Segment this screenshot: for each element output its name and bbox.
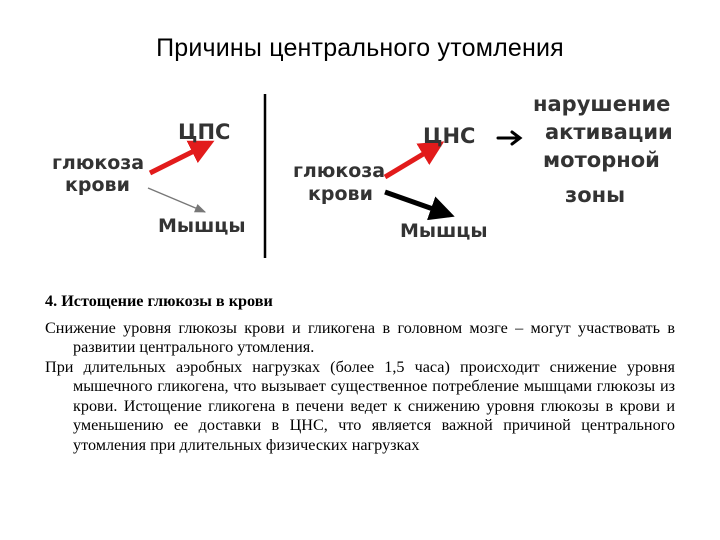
right-black-arrow xyxy=(385,192,450,215)
right-cns-label: ЦНС xyxy=(423,124,476,148)
paragraph-1: Снижение уровня глюкозы крови и гликогена в головном мозге – могут участвовать в развитии центрального утомления. xyxy=(45,318,675,356)
right-muscles-label: Мышцы xyxy=(400,220,488,242)
right-red-arrow xyxy=(385,144,440,177)
effect-line-3: моторной xyxy=(543,148,660,172)
section-heading: 4. Истощение глюкозы в крови xyxy=(45,292,273,310)
left-muscles-label: Мышцы xyxy=(158,215,246,237)
effect-line-4: зоны xyxy=(565,183,626,207)
right-glucose-label-1: глюкоза xyxy=(293,160,386,182)
left-glucose-label-1: глюкоза xyxy=(52,152,145,174)
diagram xyxy=(0,80,720,290)
right-effect-arrow xyxy=(498,132,520,144)
body-text xyxy=(45,292,675,455)
left-glucose-label-2: крови xyxy=(65,174,130,196)
paragraph-2: При длительных аэробных нагрузках (более 1,5 часа) происходит снижение уровня мышечного гликогена, что вызывает существенное потребление мышцами глюкозы из крови. Истощение гликогена в печени ведет к снижению уровня глюкозы в крови и уменьшению ее доставки в ЦНС, что является важной причиной центрального утомления при длительных физических нагрузках xyxy=(45,357,675,454)
effect-line-2: активации xyxy=(545,120,673,144)
right-glucose-label-2: крови xyxy=(308,183,373,205)
left-red-arrow xyxy=(150,143,210,173)
left-cns-label: ЦПС xyxy=(178,120,231,144)
effect-line-1: нарушение xyxy=(533,92,671,116)
left-thin-arrow xyxy=(148,188,205,212)
slide-title: Причины центрального утомления xyxy=(156,34,564,62)
